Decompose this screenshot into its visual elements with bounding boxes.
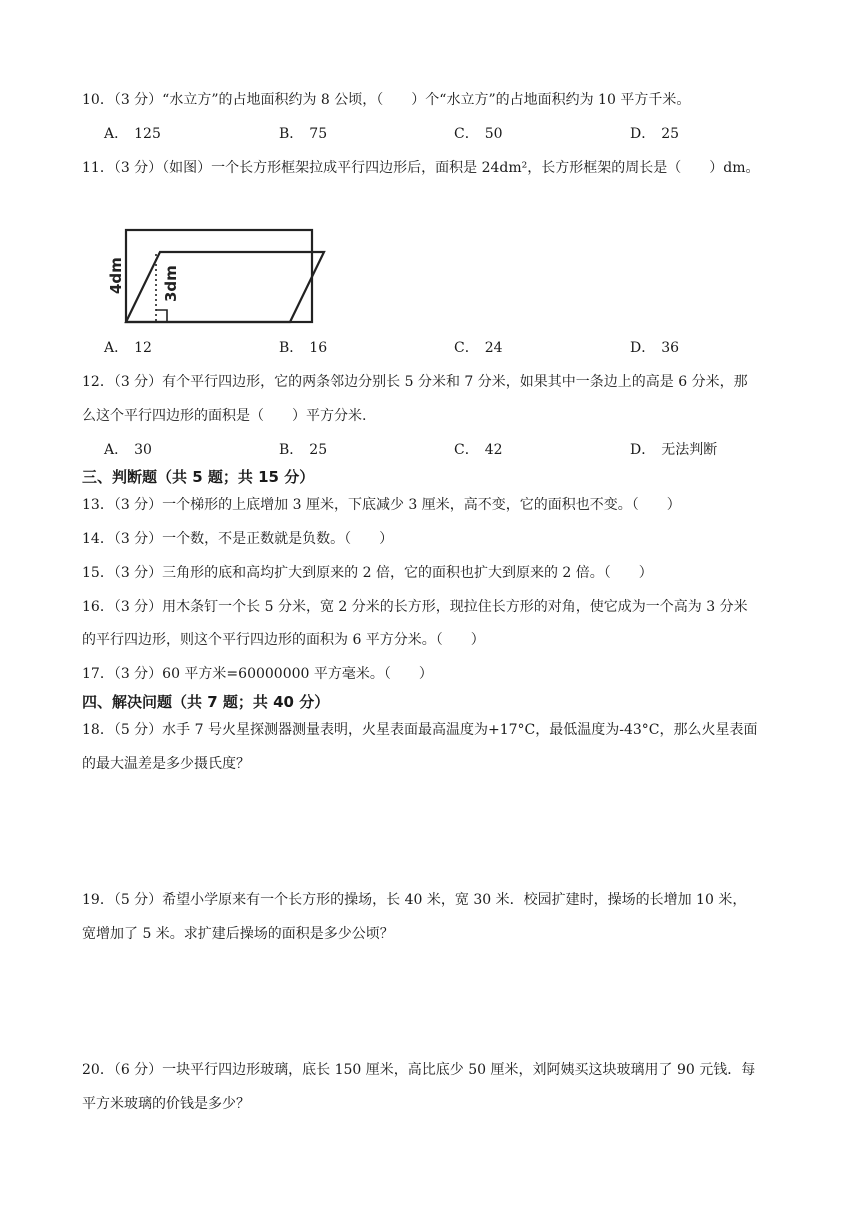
- question-20-line1: 20．（6 分）一块平行四边形玻璃，底长 150 厘米，高比底少 50 厘米，刘阿姨买这块玻璃用了 90 元钱．每: [82, 1062, 756, 1078]
- question-18-line2: 的最大温差是多少摄氏度？: [82, 756, 250, 772]
- question-12-options: [104, 440, 824, 460]
- option-b: B． 16: [279, 340, 328, 356]
- option-b: B． 25: [279, 442, 328, 458]
- question-12-line2: 么这个平行四边形的面积是（ ）平方分米.: [82, 408, 367, 424]
- section-3-heading: 三、判断题（共 5 题；共 15 分）: [82, 468, 315, 486]
- question-12-line1: 12．（3 分）有个平行四边形，它的两条邻边分别长 5 分米和 7 分米，如果其中一条边上的高是 6 分米，那: [82, 374, 748, 390]
- question-16-line2: 的平行四边形，则这个平行四边形的面积为 6 平方分米。（ ）: [82, 632, 485, 648]
- question-15-text: 15．（3 分）三角形的底和高均扩大到原来的 2 倍，它的面积也扩大到原来的 2 倍。（ ）: [82, 565, 653, 581]
- option-a: A． 30: [104, 442, 152, 458]
- question-17-text: 17．（3 分）60 平方米=60000000 平方毫米。（ ）: [82, 666, 433, 682]
- question-16-line1: 16．（3 分）用木条钉一个长 5 分米，宽 2 分米的长方形，现拉住长方形的对角，使它成为一个高为 3 分米: [82, 599, 748, 615]
- right-angle-mark: [156, 310, 167, 321]
- option-b: B． 75: [279, 126, 328, 142]
- question-13-text: 13．（3 分）一个梯形的上底增加 3 厘米，下底减少 3 厘米，高不变，它的面积也不变。（ ）: [82, 497, 681, 513]
- section-4-heading: 四、解决问题（共 7 题；共 40 分）: [82, 693, 330, 711]
- option-d: D． 25: [630, 126, 680, 142]
- question-10-text: 10．（3 分）“水立方”的占地面积约为 8 公顷，（ ）个“水立方”的占地面积约为 10 平方千米。: [82, 92, 691, 108]
- question-20-line2: 平方米玻璃的价钱是多少？: [82, 1096, 250, 1112]
- question-11-text: 11．（3 分）（如图）一个长方形框架拉成平行四边形后，面积是 24dm²，长方形框架的周长是（ ）dm。: [82, 160, 760, 176]
- option-c: C． 42: [454, 442, 503, 458]
- question-14-text: 14．（3 分）一个数，不是正数就是负数。（ ）: [82, 531, 394, 547]
- question-19-line2: 宽增加了 5 米。求扩建后操场的面积是多少公顷？: [82, 926, 394, 942]
- question-18-line1: 18．（5 分）水手 7 号火星探测器测量表明，火星表面最高温度为+17°C，最低温度为-43°C，那么火星表面: [82, 722, 758, 738]
- para-height-label: 3dm: [162, 265, 180, 302]
- option-c: C． 24: [454, 340, 503, 356]
- option-a: A． 125: [104, 126, 161, 142]
- question-11-options: [104, 338, 824, 358]
- option-c: C． 50: [454, 126, 503, 142]
- option-d: D． 36: [630, 340, 680, 356]
- parallelogram-frame: [126, 252, 324, 322]
- question-19-line1: 19．（5 分）希望小学原来有一个长方形的操场，长 40 米，宽 30 米．校园扩建时，操场的长增加 10 米，: [82, 892, 747, 908]
- question-10-options: [104, 124, 824, 144]
- option-d: D． 无法判断: [630, 442, 718, 458]
- rectangle-parallelogram-figure: [106, 220, 332, 328]
- rectangle-frame: [126, 230, 312, 322]
- rect-height-label: 4dm: [107, 257, 125, 294]
- option-a: A． 12: [104, 340, 152, 356]
